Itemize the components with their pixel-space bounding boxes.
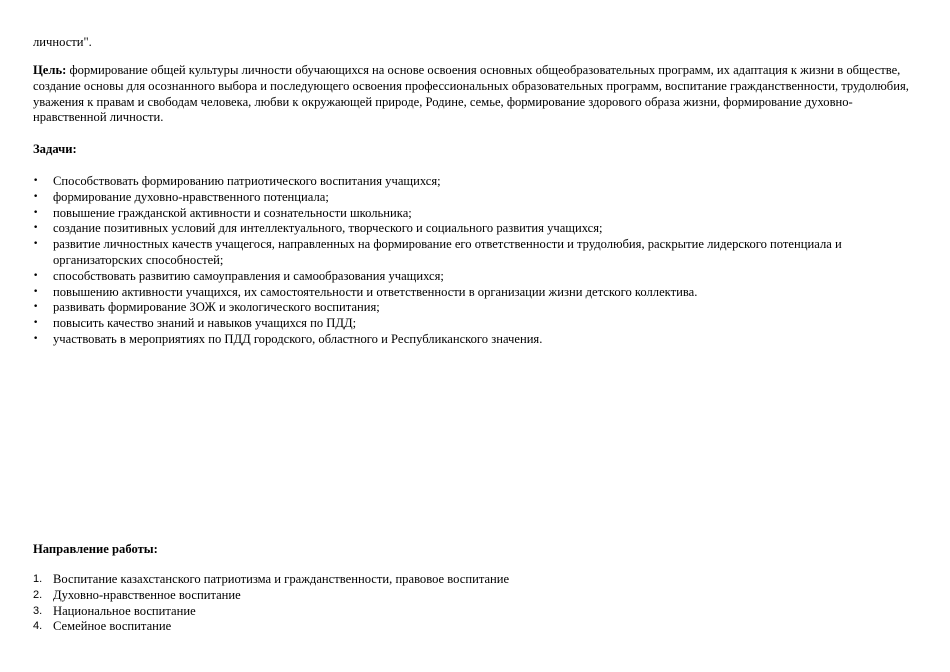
goal-paragraph [33, 63, 913, 126]
task-text: повышение гражданской активности и сознательности школьника; [53, 205, 412, 220]
task-item [33, 285, 913, 301]
task-text: участвовать в мероприятиях по ПДД городского, областного и Республиканского значения. [53, 331, 543, 346]
task-item [33, 316, 913, 332]
bullet-icon: • [33, 302, 39, 313]
task-item [33, 300, 913, 316]
task-item [33, 221, 913, 237]
bullet-icon: • [33, 191, 39, 202]
tasks-list [33, 174, 913, 348]
directions-list [33, 572, 913, 635]
direction-number: 2. [33, 588, 43, 601]
direction-text: Семейное воспитание [53, 619, 172, 634]
task-text: способствовать развитию самоуправления и самообразования учащихся; [53, 268, 444, 283]
bullet-icon: • [33, 176, 39, 186]
goal-label: Цель: [33, 63, 67, 77]
direction-text: Национальное воспитание [53, 603, 196, 618]
task-item [33, 206, 913, 222]
bullet-icon: • [33, 223, 39, 234]
task-text: формирование духовно-нравственного потенциала; [53, 189, 329, 204]
direction-item [33, 604, 913, 620]
direction-item [33, 619, 913, 635]
intro-tail: личности". [33, 35, 92, 49]
direction-number: 4. [33, 620, 43, 633]
task-text: создание позитивных условий для интеллектуального, творческого и социального развития учащихся; [53, 221, 603, 236]
task-item [33, 332, 913, 348]
direction-number: 1. [33, 573, 43, 585]
task-text: повысить качество знаний и навыков учащихся по ПДД; [53, 316, 357, 331]
tasks-heading: Задачи: [33, 142, 77, 156]
bullet-icon: • [33, 318, 39, 329]
task-text: повышению активности учащихся, их самостоятельности и ответственности в организации жизни детского коллектива. [53, 284, 698, 299]
bullet-icon: • [33, 286, 39, 297]
task-item [33, 190, 913, 206]
direction-item [33, 572, 913, 588]
bullet-icon: • [33, 270, 39, 281]
directions-heading: Направление работы: [33, 542, 158, 556]
goal-text: формирование общей культуры личности обучающихся на основе освоения основных общеобразовательных программ, их адаптация к жизни в обществе, создание основы для осознанного выбора и последующего освоения профессиональных образовательных программ, воспитание гражданственности, трудолюбия, уважения к правам и свободам человека, любви к окружающей природе, Родине, семье, формирование здорового образа жизни, формирование духовно-нравственной личности. [33, 63, 909, 125]
bullet-icon: • [33, 207, 39, 218]
task-item [33, 237, 913, 269]
bullet-icon: • [33, 333, 39, 344]
task-text: Способствовать формированию патриотического воспитания учащихся; [53, 174, 441, 188]
task-item [33, 174, 913, 190]
task-text: развитие личностных качеств учащегося, направленных на формирование его ответственности и трудолюбия, раскрытие лидерского потенциала и организаторских способностей; [53, 237, 842, 267]
task-text: развивать формирование ЗОЖ и экологического воспитания; [53, 300, 380, 315]
task-item [33, 269, 913, 285]
bullet-icon: • [33, 239, 39, 250]
direction-number: 3. [33, 604, 43, 617]
direction-item [33, 588, 913, 604]
direction-text: Воспитание казахстанского патриотизма и гражданственности, правовое воспитание [53, 572, 510, 586]
direction-text: Духовно-нравственное воспитание [53, 587, 241, 602]
